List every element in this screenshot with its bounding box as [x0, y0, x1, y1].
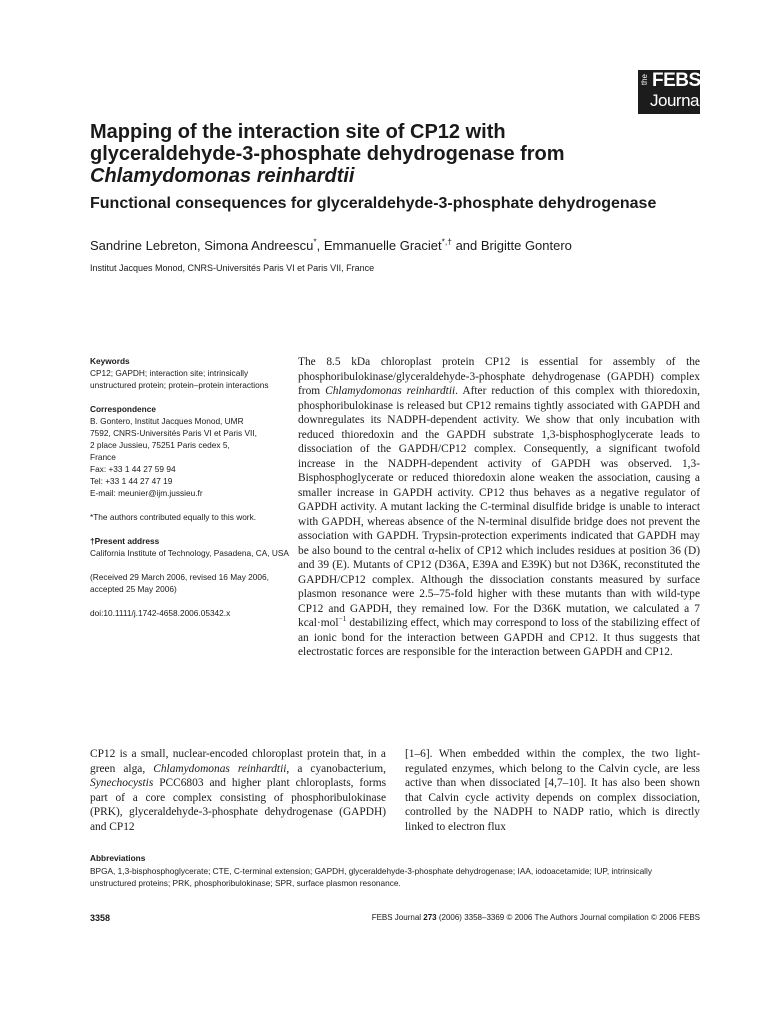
doi-link[interactable]: doi:10.1111/j.1742-4658.2006.05342.x: [90, 608, 231, 618]
abstract-superscript: −1: [338, 614, 347, 624]
tel-number: Tel: +33 1 44 27 47 19: [90, 476, 173, 486]
body-species-1: Chlamydomonas reinhardtii: [153, 762, 287, 775]
logo-the: the: [640, 74, 649, 86]
journal-footer: [372, 913, 700, 922]
body-left-part-1: CP12 is a small, nuclear-encoded chloroplast protein that, in a green alga,: [90, 748, 386, 775]
abstract: [298, 355, 700, 660]
present-address-heading: †Present address: [90, 536, 160, 546]
email-address[interactable]: E-mail: meunier@ijm.jussieu.fr: [90, 488, 203, 498]
affiliation: Institut Jacques Monod, CNRS-Universités Paris VI et Paris VII, France: [90, 263, 375, 273]
abstract-part-3: destabilizing effect, which may correspond to loss of the stabilizing effect of an ionic bond for the interaction between GAPDH and CP12. It thus suggests that electrostatic forces are responsible for the interaction between GAPDH and CP12.: [298, 617, 700, 658]
article-title: [90, 121, 690, 187]
febs-journal-logo: [638, 70, 703, 114]
page-number: 3358: [90, 913, 111, 923]
logo-journal: Journal: [650, 91, 703, 110]
body-left-part-2: , a cyanobacterium,: [286, 762, 387, 775]
title-line-2: glyceraldehyde-3-phosphate dehydrogenase from: [90, 143, 565, 165]
keywords-heading: Keywords: [90, 356, 130, 366]
footer-volume: 273: [423, 913, 437, 922]
correspondence-line-3: 2 place Jussieu, 75251 Paris cedex 5,: [90, 440, 230, 450]
body-column-left: [90, 747, 386, 835]
received-dates: (Received 29 March 2006, revised 16 May 2006, accepted 25 May 2006): [90, 572, 269, 594]
body-species-2: Synechocystis: [90, 777, 154, 790]
abstract-species: Chlamydomonas reinhardtii: [325, 385, 456, 397]
correspondence-line-4: France: [90, 452, 116, 462]
abstract-part-1: The 8.5 kDa chloroplast protein CP12 is essential for assembly of the phosphoribulokinase/glyceraldehyde-3-phosphate dehydrogenase (GAPDH) complex from: [298, 356, 700, 397]
authors-part-3: and Brigitte Gontero: [451, 238, 572, 253]
abbreviations-text: BPGA, 1,3-bisphosphoglycerate; CTE, C-terminal extension; GAPDH, glyceraldehyde-3-phosphate dehydrogenase; IAA, iodoacetamide; IUP, intrinsically unstructured proteins; PRK, phosphoribulokinase; SPR, surface plasmon resonance.: [90, 865, 653, 888]
keywords-text: CP12; GAPDH; interaction site; intrinsically unstructured protein; protein–protein interactions: [90, 368, 269, 390]
title-line-1: Mapping of the interaction site of CP12 with: [90, 121, 506, 143]
footer-copyright: (2006) 3358–3369 © 2006 The Authors Journal compilation © 2006 FEBS: [436, 913, 700, 922]
abstract-part-2: . After reduction of this complex with thioredoxin, phosphoribulokinase is released but CP12 remains tightly associated with GAPDH and downregulates its NADPH-dependent activity. We show that only incubation with reduced thioredoxin and the GAPDH substrate 1,3-bisphosphoglycerate leads to dissociation of the GAPDH/CP12 complex. Consequently, a significant twofold increase in the NADPH-dependent activity of GAPDH was observed. 1,3-Bisphosphoglycerate or reduced thioredoxin alone weaken the association, causing a smaller increase in GAPDH activity. CP12 thus behaves as a negative regulator of GAPDH activity. A mutant lacking the C-terminal disulfide bridge is unable to interact with GAPDH, whereas absence of the N-terminal disulfide bridge does not prevent the association with GAPDH. Trypsin-protection experiments indicated that GAPDH may be also bound to the central α-helix of CP12 which includes residues at position 36 (D) and 39 (E). Mutants of CP12 (D36A, E39A and E39K) but not D36K, reconstituted the GAPDH/CP12 complex. Although the dissociation constants measured by surface plasmon resonance were 2.5–75-fold higher with these mutants than with wild-type CP12 and GAPDH, they remained low. For the D36K mutation, we calculated a 7 kcal·mol: [298, 385, 700, 629]
correspondence-line-2: 7592, CNRS-Universités Paris VI et Paris VII,: [90, 428, 257, 438]
footer-journal: FEBS Journal: [371, 913, 424, 922]
present-address: California Institute of Technology, Pasadena, CA, USA: [90, 548, 289, 558]
fax-number: Fax: +33 1 44 27 59 94: [90, 464, 176, 474]
correspondence-heading: Correspondence: [90, 404, 156, 414]
authors-part-2: , Emmanuelle Graciet: [316, 238, 442, 253]
abbreviations: [90, 852, 700, 890]
article-sidebar: [90, 355, 290, 619]
equal-contribution-note: *The authors contributed equally to this work.: [90, 512, 257, 522]
article-subtitle: Functional consequences for glyceraldehyde-3-phosphate dehydrogenase: [90, 195, 657, 212]
body-column-right: [1–6]. When embedded within the complex, the two light-regulated enzymes, which belong to the Calvin cycle, are less active than when dissociated [4,7–10]. It has also been shown that Calvin cycle activity depends on complex dissociation, controlled by the NADPH to NADP ratio, which is directly linked to electron flux: [405, 748, 700, 833]
body-left-part-3: PCC6803 and higher plant chloroplasts, forms part of a core complex consisting of phosphoribulokinase (PRK), glyceraldehyde-3-phosphate dehydrogenase (GAPDH) and CP12: [90, 777, 386, 833]
title-species: Chlamydomonas reinhardtii: [90, 165, 355, 187]
author-mark-2: *,†: [441, 236, 452, 247]
correspondence-line-1: B. Gontero, Institut Jacques Monod, UMR: [90, 416, 244, 426]
author-list: [90, 237, 730, 254]
author-mark-1: *: [313, 236, 317, 247]
authors-part-1: Sandrine Lebreton, Simona Andreescu: [90, 238, 314, 253]
logo-febs: FEBS: [652, 70, 701, 91]
abbreviations-heading: Abbreviations: [90, 853, 146, 863]
